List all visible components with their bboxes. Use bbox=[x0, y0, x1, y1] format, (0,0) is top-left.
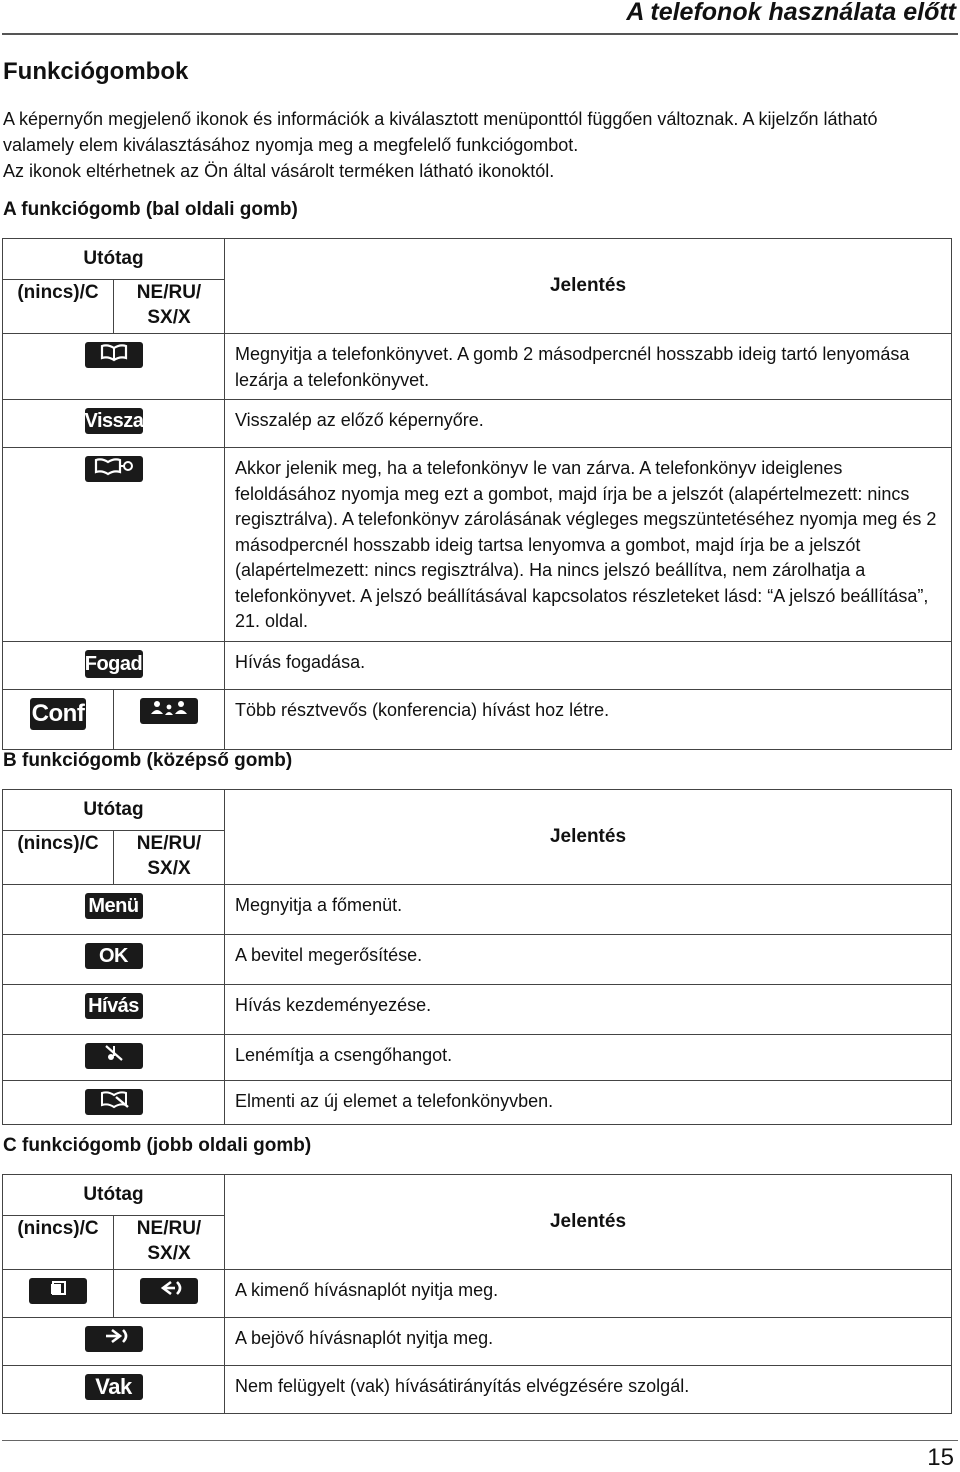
header-col2-line1: NE/RU/ bbox=[136, 282, 202, 303]
hivas-key-icon: Hívás bbox=[85, 993, 143, 1019]
header-utotag: Utótag bbox=[3, 790, 225, 831]
meaning-text: A bevitel megerősítése. bbox=[225, 935, 952, 985]
conf-key-icon: Conf bbox=[30, 698, 86, 730]
intro-line: A képernyőn megjelenő ikonok és információk a kiválasztott menüponttól függően változnak. A kijelzőn látható bbox=[3, 109, 878, 129]
table-a-title: A funkciógomb (bal oldali gomb) bbox=[3, 199, 298, 220]
key-cell bbox=[3, 689, 114, 749]
ringer-off-icon bbox=[85, 1043, 143, 1069]
key-cell bbox=[3, 1081, 225, 1125]
header-jelentes: Jelentés bbox=[225, 239, 952, 334]
header-col1: (nincs)/C bbox=[3, 831, 114, 885]
vak-key-icon: Vak bbox=[85, 1374, 143, 1400]
key-cell bbox=[3, 400, 225, 448]
meaning-text: Nem felügyelt (vak) hívásátirányítás elvégzésére szolgál. bbox=[225, 1366, 952, 1414]
header-col2-line2: SX/X bbox=[147, 1243, 191, 1264]
menu-key-icon: Menü bbox=[85, 893, 143, 919]
key-cell bbox=[3, 641, 225, 689]
meaning-text: Hívás fogadása. bbox=[225, 641, 952, 689]
section-title: Funkciógombok bbox=[3, 58, 189, 85]
header-jelentes: Jelentés bbox=[225, 1175, 952, 1270]
incoming-log-icon bbox=[85, 1326, 143, 1352]
phonebook-save-icon bbox=[85, 1089, 143, 1115]
table-c-title: C funkciógomb (jobb oldali gomb) bbox=[3, 1135, 312, 1156]
key-cell bbox=[3, 885, 225, 935]
meaning-text: A bejövő hívásnaplót nyitja meg. bbox=[225, 1318, 952, 1366]
header-col2-line2: SX/X bbox=[147, 307, 191, 328]
phonebook-icon bbox=[85, 342, 143, 368]
intro-line: Az ikonok eltérhetnek az Ön által vásárolt terméken látható ikonoktól. bbox=[3, 161, 555, 181]
conference-icon bbox=[140, 698, 198, 724]
meaning-text: A kimenő hívásnaplót nyitja meg. bbox=[225, 1270, 952, 1318]
key-cell bbox=[3, 985, 225, 1035]
meaning-text: Lenémítja a csengőhangot. bbox=[225, 1035, 952, 1081]
table-a bbox=[2, 238, 952, 750]
header-col1: (nincs)/C bbox=[3, 280, 114, 334]
table-c bbox=[2, 1174, 952, 1414]
meaning-text: Hívás kezdeményezése. bbox=[225, 985, 952, 1035]
header-col2 bbox=[114, 1216, 225, 1270]
fogad-key-icon: Fogad bbox=[85, 650, 143, 678]
vissza-key-icon: Vissza bbox=[84, 410, 144, 432]
key-cell bbox=[114, 1270, 225, 1318]
key-cell bbox=[3, 334, 225, 400]
header-col1: (nincs)/C bbox=[3, 1216, 114, 1270]
phonebook-lock-icon bbox=[85, 456, 143, 482]
meaning-text: Visszalép az előző képernyőre. bbox=[225, 400, 952, 448]
running-header-title: A telefonok használata előtt bbox=[626, 0, 956, 26]
header-divider bbox=[2, 33, 958, 35]
outgoing-log-icon-c bbox=[29, 1278, 87, 1304]
key-cell bbox=[3, 1366, 225, 1414]
intro-line: valamely elem kiválasztásához nyomja meg a megfelelő funkciógombot. bbox=[3, 135, 579, 155]
header-col2 bbox=[114, 280, 225, 334]
header-col2-line2: SX/X bbox=[147, 858, 191, 879]
table-b-title: B funkciógomb (középső gomb) bbox=[3, 750, 293, 771]
key-cell bbox=[3, 1035, 225, 1081]
meaning-text: Elmenti az új elemet a telefonkönyvben. bbox=[225, 1081, 952, 1125]
key-cell bbox=[3, 1270, 114, 1318]
header-jelentes: Jelentés bbox=[225, 790, 952, 885]
table-b bbox=[2, 789, 952, 1125]
key-cell bbox=[3, 448, 225, 642]
key-cell bbox=[3, 1318, 225, 1366]
meaning-text: Megnyitja a telefonkönyvet. A gomb 2 másodpercnél hosszabb ideig tartó lenyomása lezárja a telefonkönyvet. bbox=[225, 334, 952, 400]
ok-key-icon: OK bbox=[85, 943, 143, 969]
meaning-text: Megnyitja a főmenüt. bbox=[225, 885, 952, 935]
page-number: 15 bbox=[927, 1444, 954, 1471]
header-utotag: Utótag bbox=[3, 1175, 225, 1216]
header-col2-line1: NE/RU/ bbox=[136, 833, 202, 854]
intro-paragraph bbox=[3, 106, 953, 184]
header-utotag: Utótag bbox=[3, 239, 225, 280]
meaning-text: Akkor jelenik meg, ha a telefonkönyv le van zárva. A telefonkönyv ideiglenes feloldásához nyomja meg ezt a gombot, majd írja be a jelszót (alapértelmezett: nincs regisztrálva). A telefonkönyv zárolásának végleges megszüntetéséhez nyomja meg és 2 másodpercnél hosszabb ideig tartsa lenyomva a gombot, majd írja be a jelszót (alapértelmezett: nincs regisztrálva). Ha nincs jelszó beállítva, nem zárolhatja a telefonkönyvet. A jelszó beállításával kapcsolatos részleteket lásd: “A jelszó beállítása”, 21. oldal. bbox=[225, 448, 952, 642]
key-cell bbox=[3, 935, 225, 985]
meaning-text: Több résztvevős (konferencia) hívást hoz létre. bbox=[225, 689, 952, 749]
footer-divider bbox=[2, 1440, 958, 1441]
header-col2-line1: NE/RU/ bbox=[136, 1218, 202, 1239]
outgoing-log-icon bbox=[140, 1278, 198, 1304]
key-cell bbox=[114, 689, 225, 749]
header-col2 bbox=[114, 831, 225, 885]
